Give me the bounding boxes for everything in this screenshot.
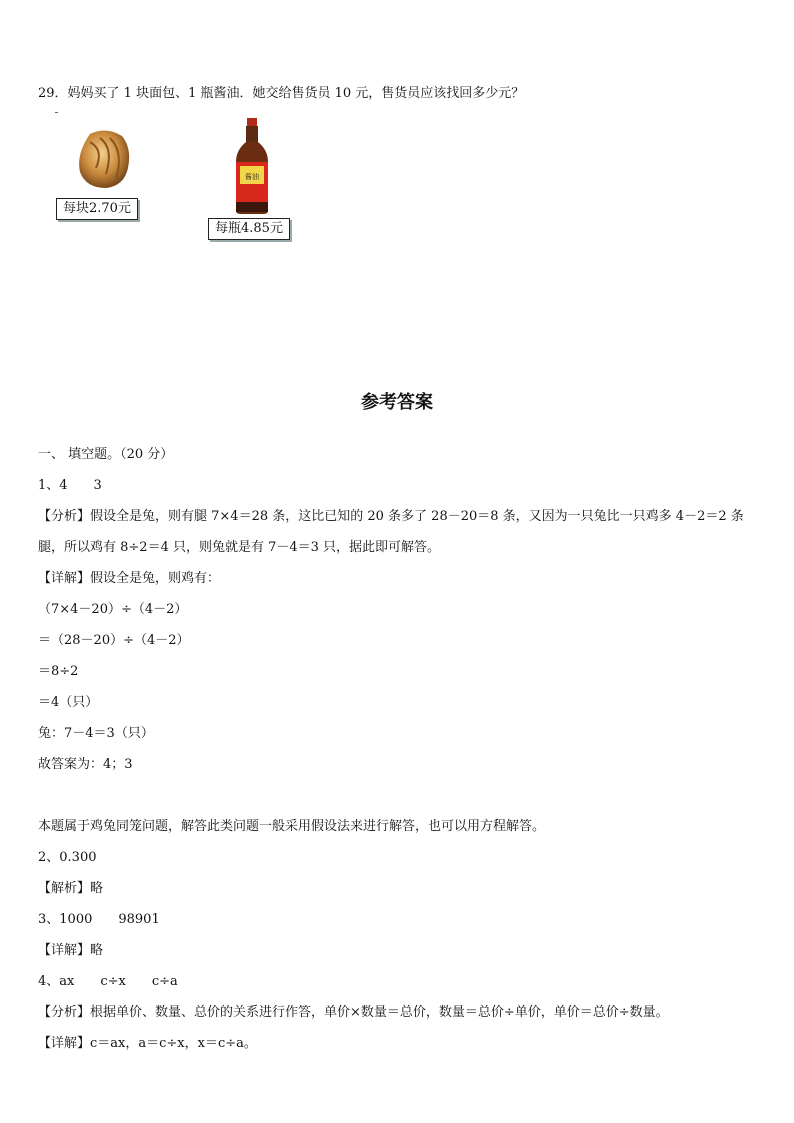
answer-4-value-2: c÷x xyxy=(100,974,126,989)
answer-1-detail: 【详解】假设全是兔，则鸡有： xyxy=(38,571,221,586)
bottle-price-label: 每瓶4.85元 xyxy=(208,218,290,240)
answer-3-detail: 【详解】略 xyxy=(38,943,104,958)
answer-1-step-1: （7×4－20）÷（4－2） xyxy=(38,602,188,617)
answer-3-value-1: 3、1000 xyxy=(38,912,93,927)
answer-4-value-1: 4、ax xyxy=(38,974,75,989)
answer-1-step-4: ＝4（只） xyxy=(38,695,99,710)
answer-4-value-3: c÷a xyxy=(151,974,178,989)
answer-title: 参考答案 xyxy=(361,392,433,413)
answer-2-analysis: 【解析】略 xyxy=(38,881,104,896)
answer-1-step-5: 兔：7－4＝3（只） xyxy=(38,726,154,741)
answer-4-detail: 【详解】c＝ax，a＝c÷x，x＝c÷a。 xyxy=(38,1036,257,1051)
answer-1-value-2: 3 xyxy=(93,478,102,493)
mark xyxy=(55,112,58,113)
question-29: 29．妈妈买了 1 块面包、1 瓶酱油．她交给售货员 10 元，售货员应该找回多少元？ xyxy=(38,86,525,101)
answer-3 xyxy=(38,908,160,927)
answer-4-analysis: 【分析】根据单价、数量、总价的关系进行作答，单价×数量＝总价，数量＝总价÷单价，单价＝总价÷数量。 xyxy=(38,1005,669,1020)
answer-1-step-3: ＝8÷2 xyxy=(38,664,79,679)
answer-1 xyxy=(38,474,102,493)
answer-2: 2、0.300 xyxy=(38,850,97,865)
answer-1-analysis-line-2: 腿，所以鸡有 8÷2＝4 只，则兔就是有 7－4＝3 只，据此即可解答。 xyxy=(38,540,441,555)
answer-3-value-2: 98901 xyxy=(118,912,160,927)
answer-1-value-1: 1、4 xyxy=(38,478,68,493)
bread-price-label: 每块2.70元 xyxy=(56,198,138,220)
bottle-label: 酱油 xyxy=(245,173,259,181)
bread-image xyxy=(76,128,132,190)
soy-sauce-bottle-image xyxy=(232,118,272,214)
answer-1-analysis-line-1: 【分析】假设全是兔，则有腿 7×4＝28 条，这比已知的 20 条多了 28－20＝8 条，又因为一只兔比一只鸡多 4－2＝2 条 xyxy=(38,509,744,524)
answer-1-step-2: ＝（28－20）÷（4－2） xyxy=(38,633,190,648)
section-heading: 一、 填空题。（20 分） xyxy=(38,447,174,462)
answer-4 xyxy=(38,970,178,989)
answer-1-final: 故答案为：4；3 xyxy=(38,757,133,772)
answer-1-note: 本题属于鸡兔同笼问题，解答此类问题一般采用假设法来进行解答，也可以用方程解答。 xyxy=(38,819,546,834)
